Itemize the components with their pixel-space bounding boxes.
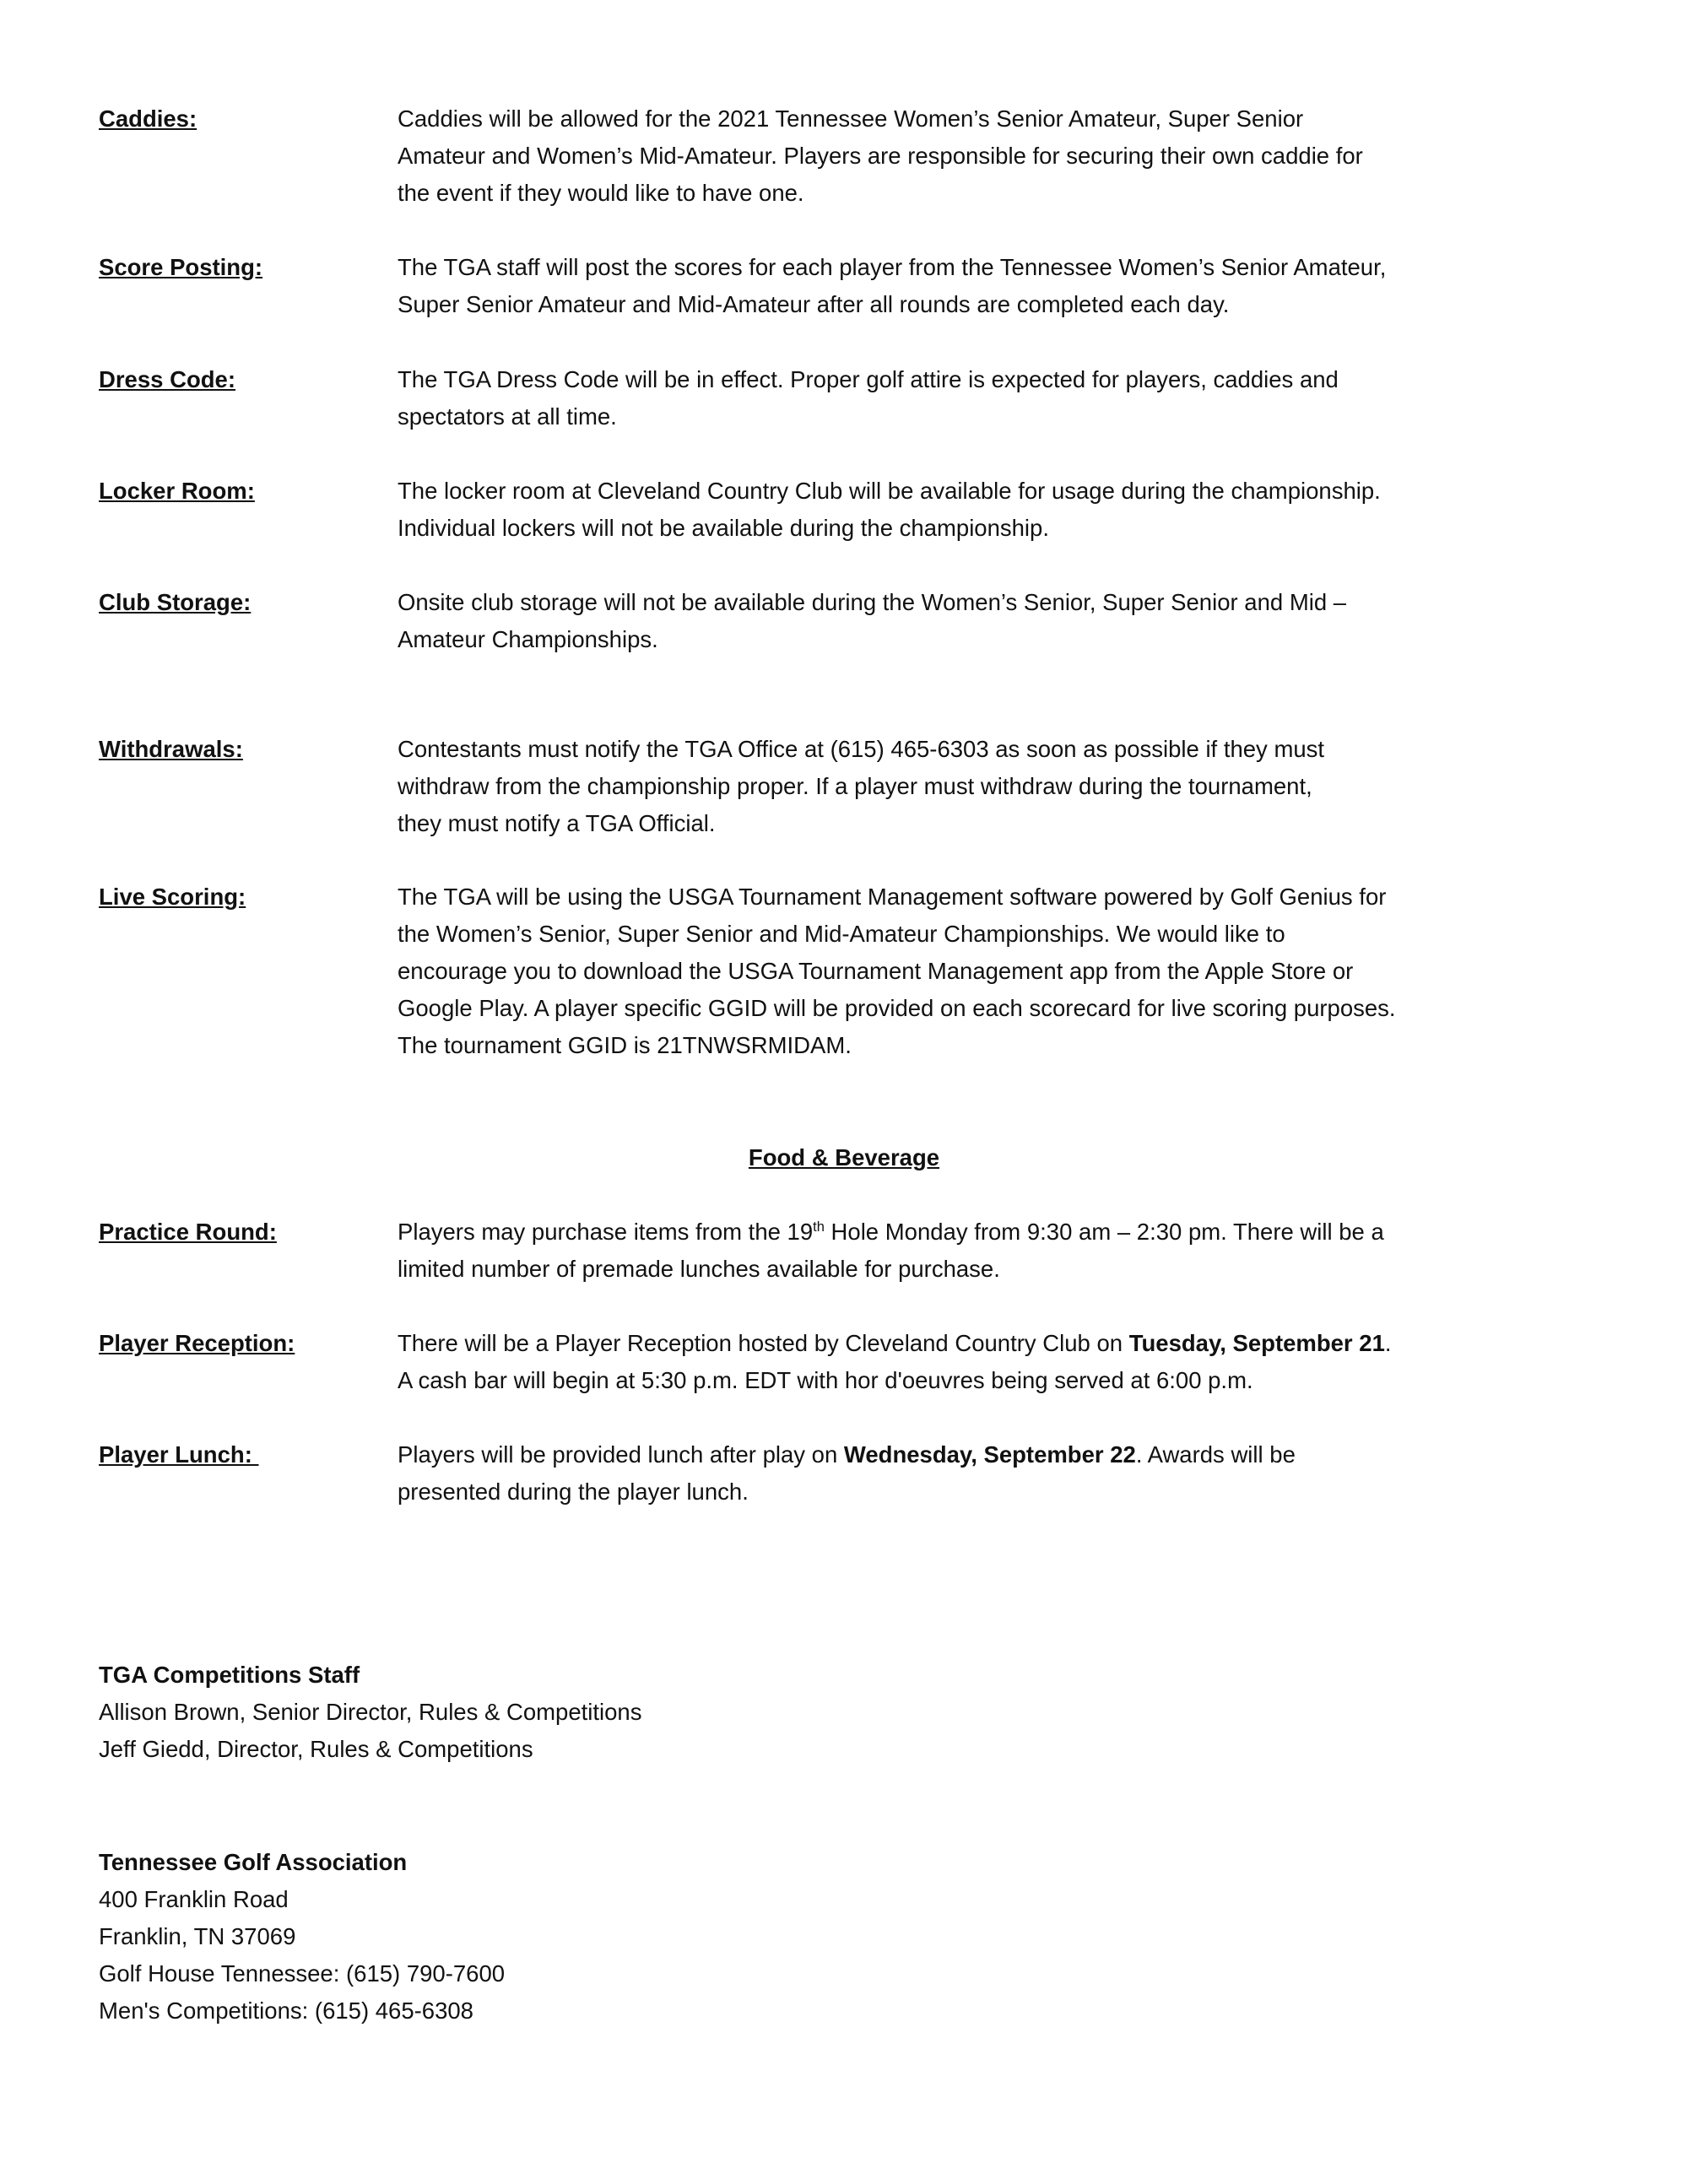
phone-line: Men's Competitions: (615) 465-6308 <box>99 1997 473 2024</box>
section-body <box>398 249 1386 323</box>
text-line <box>398 1325 1392 1362</box>
text-line <box>398 1436 1296 1473</box>
text-line: the Women’s Senior, Super Senior and Mid-Amateur Championships. We would like to <box>398 921 1285 947</box>
section-body <box>398 361 1339 435</box>
text: Players may purchase items from the 19 <box>398 1219 814 1245</box>
text-line: The locker room at Cleveland Country Club will be available for usage during the championship. <box>398 478 1381 504</box>
text-line: The TGA staff will post the scores for each player from the Tennessee Women’s Senior Amateur, <box>398 254 1387 280</box>
section-body <box>398 731 1324 842</box>
association-block <box>99 1844 505 2030</box>
text-line: limited number of premade lunches available for purchase. <box>398 1256 1000 1282</box>
section-label: Live Scoring: <box>99 884 246 910</box>
text-line: presented during the player lunch. <box>398 1479 749 1505</box>
text-line: they must notify a TGA Official. <box>398 810 716 836</box>
section-body <box>398 1214 1384 1288</box>
text-line: A cash bar will begin at 5:30 p.m. EDT with hor d'oeuvres being served at 6:00 p.m. <box>398 1367 1253 1393</box>
text: Players will be provided lunch after play on <box>398 1441 844 1468</box>
address-line: Franklin, TN 37069 <box>99 1923 296 1949</box>
section-label: Caddies: <box>99 105 197 132</box>
text-line: Google Play. A player specific GGID will be provided on each scorecard for live scoring purposes. <box>398 995 1396 1021</box>
text-line: The TGA will be using the USGA Tournament Management software powered by Golf Genius for <box>398 884 1387 910</box>
text-line: Contestants must notify the TGA Office at (615) 465-6303 as soon as possible if they must <box>398 736 1325 762</box>
text-line: Individual lockers will not be available during the championship. <box>398 515 1049 541</box>
section-label: Dress Code: <box>99 366 235 392</box>
section-label: Player Reception: <box>99 1330 295 1356</box>
date-bold: Wednesday, September 22 <box>843 1441 1136 1468</box>
section-body <box>398 100 1363 212</box>
text-line: The tournament GGID is 21TNWSRMIDAM. <box>398 1032 852 1058</box>
text-line: withdraw from the championship proper. If a player must withdraw during the tournament, <box>398 773 1312 799</box>
text-line: encourage you to download the USGA Tournament Management app from the Apple Store or <box>398 958 1354 984</box>
address-line: 400 Franklin Road <box>99 1886 289 1912</box>
text: . <box>1384 1330 1392 1356</box>
text-line: Super Senior Amateur and Mid-Amateur after all rounds are completed each day. <box>398 291 1230 317</box>
text: . Awards will be <box>1135 1441 1296 1468</box>
phone-line: Golf House Tennessee: (615) 790-7600 <box>99 1960 506 1987</box>
text-line: Amateur and Women’s Mid-Amateur. Players are responsible for securing their own caddie for <box>398 143 1363 169</box>
text: Hole Monday from 9:30 am – 2:30 pm. There will be a <box>824 1219 1384 1245</box>
staff-member: Jeff Giedd, Director, Rules & Competitions <box>99 1736 533 1762</box>
text-line <box>398 1214 1384 1251</box>
superscript: th <box>813 1219 825 1235</box>
staff-member: Allison Brown, Senior Director, Rules & Competitions <box>99 1699 642 1725</box>
section-body <box>398 878 1396 1064</box>
text-line: Caddies will be allowed for the 2021 Tennessee Women’s Senior Amateur, Super Senior <box>398 105 1304 132</box>
section-label: Practice Round: <box>99 1219 277 1245</box>
section-body <box>398 1436 1296 1511</box>
section-label: Player Lunch: <box>99 1441 259 1468</box>
text-line: Amateur Championships. <box>398 626 658 652</box>
text-line: spectators at all time. <box>398 403 617 430</box>
section-body <box>398 584 1346 658</box>
text: There will be a Player Reception hosted by Cleveland Country Club on <box>398 1330 1129 1356</box>
section-label: Club Storage: <box>99 589 252 615</box>
text-line: the event if they would like to have one. <box>398 180 804 206</box>
text-line: Onsite club storage will not be available during the Women’s Senior, Super Senior and Mid – <box>398 589 1347 615</box>
section-label: Locker Room: <box>99 478 255 504</box>
staff-block <box>99 1657 641 1768</box>
section-label: Withdrawals: <box>99 736 243 762</box>
text-line: The TGA Dress Code will be in effect. Proper golf attire is expected for players, caddies and <box>398 366 1339 392</box>
date-bold: Tuesday, September 21 <box>1128 1330 1385 1356</box>
staff-heading: TGA Competitions Staff <box>99 1662 360 1688</box>
section-body <box>398 1325 1392 1399</box>
section-label: Score Posting: <box>99 254 263 280</box>
food-beverage-heading: Food & Beverage <box>748 1144 940 1170</box>
section-body <box>398 473 1381 547</box>
association-heading: Tennessee Golf Association <box>99 1849 408 1875</box>
